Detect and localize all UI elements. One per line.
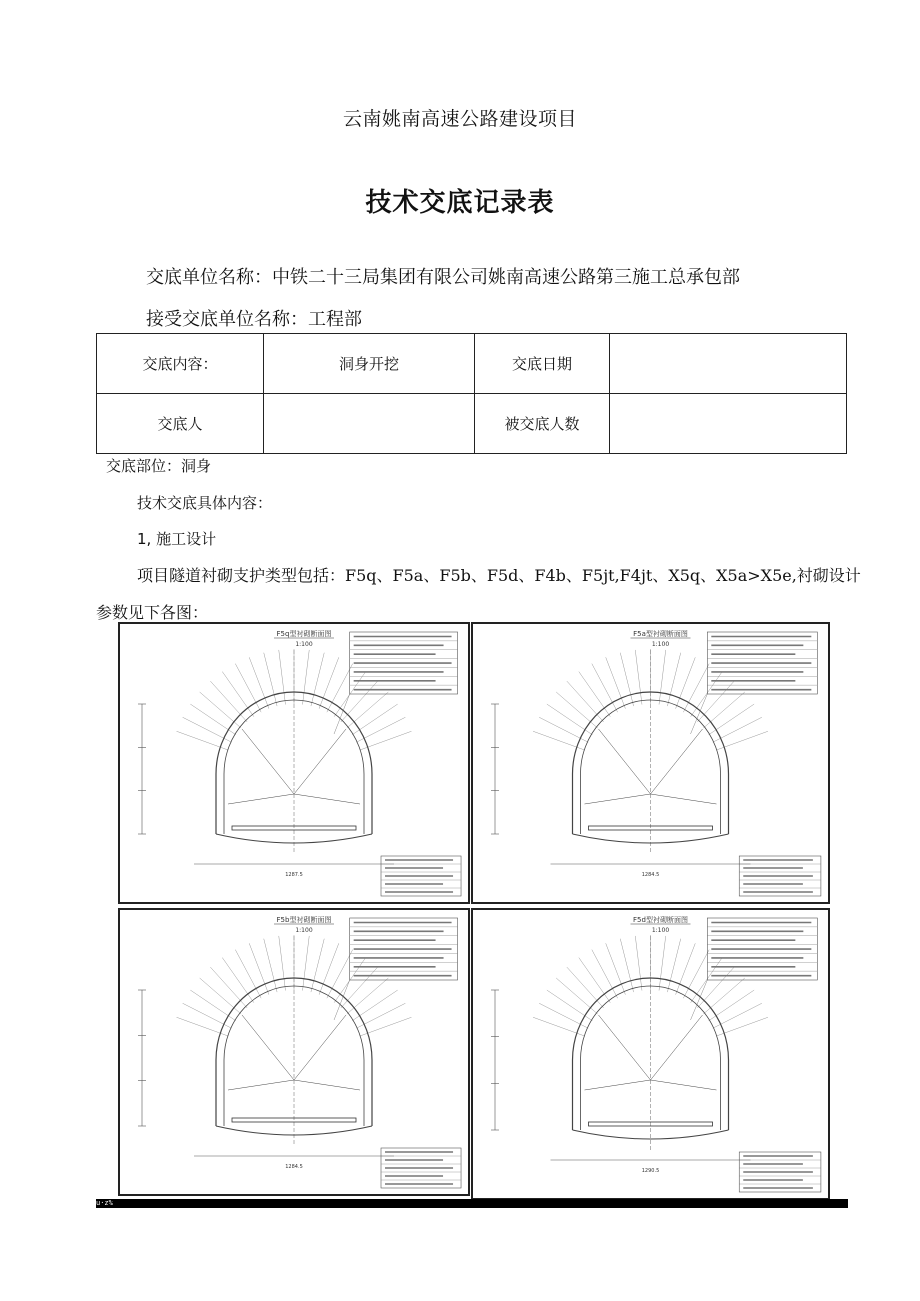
drawing-title: F5b型衬砌断面图	[276, 916, 332, 924]
record-table	[96, 333, 847, 454]
anchor-bolt	[547, 704, 593, 735]
anchor-bolt	[200, 692, 242, 728]
radius-line	[242, 1015, 294, 1080]
drawing-title: F5q型衬砌断面图	[276, 630, 332, 638]
anchor-bolt	[210, 967, 247, 1008]
anchor-bolt	[659, 650, 666, 705]
anchor-bolt	[190, 990, 236, 1021]
anchor-bolt	[556, 978, 598, 1014]
anchor-bolt	[556, 692, 598, 728]
radius-line	[228, 1080, 294, 1090]
anchor-bolt	[635, 936, 642, 991]
drawing-panel-f5q	[118, 622, 470, 904]
section-heading: 1, 施工设计	[137, 530, 217, 548]
person-value	[264, 394, 475, 454]
drawing-scale: 1:100	[651, 927, 670, 934]
drawing-scale: 1:100	[295, 641, 313, 648]
paragraph-line: 项目隧道衬砌支护类型包括：F5q、F5a、F5b、F5d、F4b、F5jt,F4jt、X5q、X5a>X5e,衬砌设计	[137, 566, 861, 585]
radius-line	[294, 729, 346, 794]
anchor-bolt	[347, 978, 389, 1014]
width-label: 1290.5	[641, 1168, 660, 1174]
content-label: 交底内容：	[97, 334, 264, 394]
anchor-bolt	[341, 967, 378, 1008]
anchor-bolt	[635, 650, 642, 705]
anchor-bolt	[303, 936, 310, 991]
radius-line	[228, 794, 294, 804]
content-value: 洞身开挖	[264, 334, 475, 394]
anchor-bolt	[592, 664, 618, 713]
tunnel-section-drawing	[120, 624, 468, 902]
radius-line	[585, 794, 651, 804]
anchor-bolt	[547, 990, 593, 1021]
drawing-panel-f5a	[471, 622, 830, 904]
anchor-bolt	[567, 681, 604, 722]
anchor-bolt	[235, 664, 261, 713]
anchor-bolt	[210, 681, 247, 722]
anchor-bolt	[341, 681, 378, 722]
radius-line	[242, 729, 294, 794]
drawing-scale: 1:100	[295, 927, 313, 934]
drawing-title: F5a型衬砌断面图	[633, 630, 688, 638]
tunnel-section-drawing	[473, 624, 828, 902]
anchor-bolt	[327, 664, 353, 713]
anchor-bolt	[579, 672, 611, 717]
drawing-title: F5d型衬砌断面图	[633, 916, 688, 924]
anchor-bolt	[709, 704, 755, 735]
receiver-unit-line: 接受交底单位名称：工程部	[146, 309, 362, 330]
anchor-bolt	[709, 990, 755, 1021]
radius-line	[651, 1015, 703, 1080]
paragraph-line: 参数见下各图：	[96, 603, 209, 622]
drawing-panel-f5d	[471, 908, 830, 1200]
drawing-panel-f5b	[118, 908, 470, 1196]
radius-line	[651, 729, 703, 794]
anchor-bolt	[579, 958, 611, 1003]
count-label: 被交底人数	[475, 394, 610, 454]
anchor-bolt	[683, 950, 709, 999]
anchor-bolt	[327, 950, 353, 999]
project-name: 云南姚南高速公路建设项目	[342, 108, 577, 130]
anchor-bolt	[352, 990, 398, 1021]
count-value	[610, 394, 847, 454]
width-label: 1284.5	[285, 1164, 303, 1170]
anchor-bolt	[279, 936, 286, 991]
anchor-bolt	[200, 978, 242, 1014]
anchor-bolt	[352, 704, 398, 735]
anchor-bolt	[703, 692, 745, 728]
table-row	[97, 394, 847, 454]
date-label: 交底日期	[475, 334, 610, 394]
radius-line	[599, 1015, 651, 1080]
anchor-bolt	[303, 650, 310, 705]
anchor-bolt	[347, 692, 389, 728]
anchor-bolt	[222, 672, 254, 717]
radius-line	[599, 729, 651, 794]
tunnel-section-drawing	[120, 910, 468, 1194]
width-label: 1284.5	[641, 872, 660, 878]
anchor-bolt	[190, 704, 236, 735]
anchor-bolt	[222, 958, 254, 1003]
anchor-bolt	[592, 950, 618, 999]
issuer-unit-line: 交底单位名称：中铁二十三局集团有限公司姚南高速公路第三施工总承包部	[146, 267, 740, 288]
radius-line	[651, 1080, 717, 1090]
radius-line	[585, 1080, 651, 1090]
document-title: 技术交底记录表	[365, 188, 555, 218]
radius-line	[651, 794, 717, 804]
anchor-bolt	[703, 978, 745, 1014]
handover-part: 交底部位：洞身	[106, 457, 212, 475]
footer-text: u·z%	[96, 1199, 113, 1207]
date-value	[610, 334, 847, 394]
anchor-bolt	[567, 967, 604, 1008]
radius-line	[294, 1080, 360, 1090]
table-row	[97, 334, 847, 394]
content-header: 技术交底具体内容：	[137, 494, 273, 512]
radius-line	[294, 1015, 346, 1080]
radius-line	[294, 794, 360, 804]
bottom-rule	[96, 1199, 848, 1208]
anchor-bolt	[683, 664, 709, 713]
anchor-bolt	[659, 936, 666, 991]
anchor-bolt	[235, 950, 261, 999]
person-label: 交底人	[97, 394, 264, 454]
tunnel-section-drawing	[473, 910, 828, 1198]
anchor-bolt	[279, 650, 286, 705]
width-label: 1287.5	[285, 872, 303, 878]
drawing-scale: 1:100	[651, 641, 670, 648]
anchor-bolt	[697, 681, 734, 722]
anchor-bolt	[697, 967, 734, 1008]
